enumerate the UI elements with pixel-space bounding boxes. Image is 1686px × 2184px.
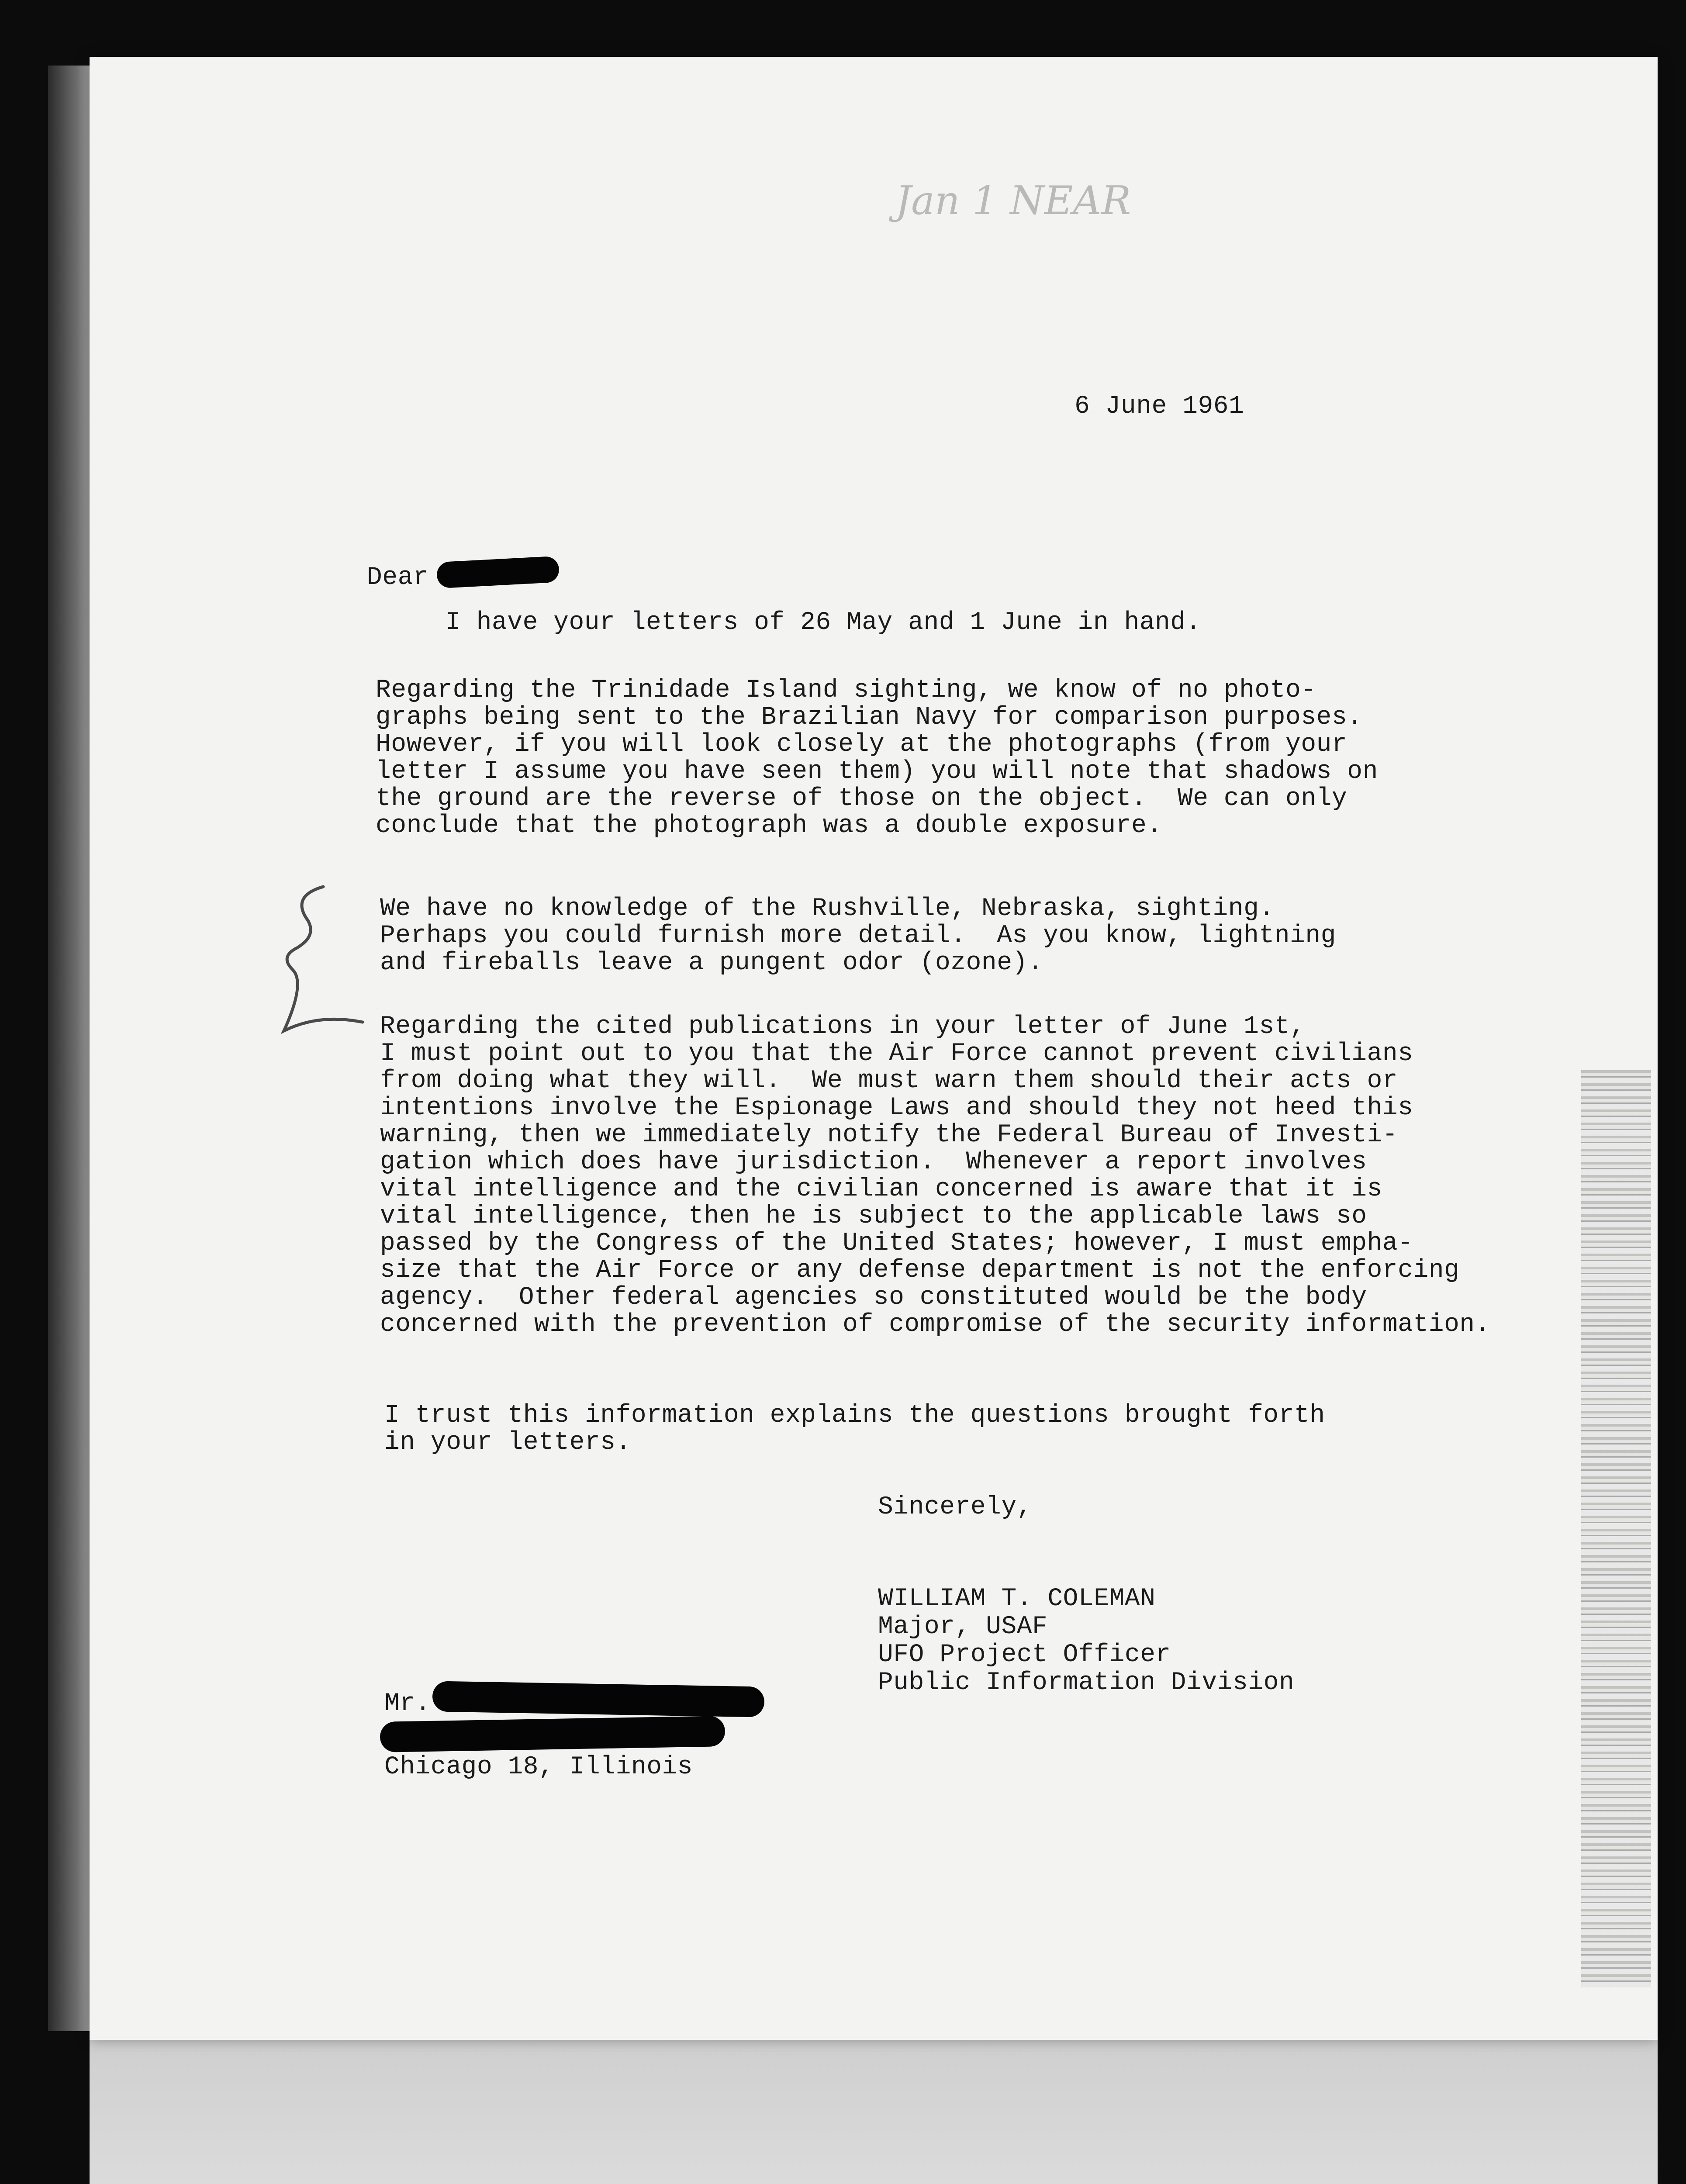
sheet-lower-margin (90, 2040, 1658, 2184)
text-line: However, if you will look closely at the photographs (from your (376, 730, 1347, 759)
addressee-city: Chicago 18, Illinois (384, 1753, 693, 1781)
closing: Sincerely, (878, 1493, 1033, 1521)
text-line: I must point out to you that the Air Force cannot prevent civilians (380, 1040, 1413, 1068)
text-line: size that the Air Force or any defense department is not the enforcing (380, 1256, 1460, 1285)
salutation: Dear (367, 563, 429, 592)
text-line: letter I assume you have seen them) you will note that shadows on (376, 757, 1378, 786)
scan-noise (1581, 1070, 1651, 1987)
text-line: from doing what they will. We must warn them should their acts or (380, 1067, 1398, 1095)
redaction-bar (432, 1681, 764, 1717)
text-line: the ground are the reverse of those on the object. We can only (376, 784, 1347, 813)
text-line: conclude that the photograph was a double exposure. (376, 812, 1162, 840)
text-line: I have your letters of 26 May and 1 June in hand. (446, 608, 1201, 637)
redaction-bar (380, 1716, 725, 1752)
signature-title: UFO Project Officer (878, 1641, 1171, 1669)
text-line: vital intelligence, then he is subject to the applicable laws so (380, 1202, 1367, 1230)
paragraph-4 (380, 1013, 1490, 1338)
paragraph-2 (376, 677, 1378, 840)
addressee-prefix: Mr. (384, 1690, 431, 1718)
text-line: concerned with the prevention of compromise of the security information. (380, 1310, 1491, 1339)
text-line: We have no knowledge of the Rushville, Nebraska, sighting. (380, 895, 1275, 923)
text-line: intentions involve the Espionage Laws and should they not heed this (380, 1094, 1413, 1122)
text-line: Regarding the Trinidade Island sighting, we know of no photo- (376, 676, 1316, 705)
signature-rank: Major, USAF (878, 1613, 1048, 1641)
text-line: I trust this information explains the questions brought forth (384, 1401, 1325, 1430)
signature-division: Public Information Division (878, 1669, 1295, 1697)
text-line: Regarding the cited publications in your letter of June 1st, (380, 1013, 1306, 1041)
text-line: in your letters. (384, 1428, 631, 1457)
film-edge (48, 66, 96, 2031)
paragraph-1 (446, 609, 1201, 636)
handwritten-note: Jan 1 NEAR (895, 178, 1131, 224)
text-line: vital intelligence and the civilian concerned is aware that it is (380, 1175, 1382, 1203)
letter-date: 6 June 1961 (1074, 392, 1244, 421)
text-line: Perhaps you could furnish more detail. As you know, lightning (380, 922, 1336, 950)
text-line: graphs being sent to the Brazilian Navy for comparison purposes. (376, 703, 1363, 732)
paragraph-5 (384, 1402, 1325, 1456)
text-line: passed by the Congress of the United States; however, I must empha- (380, 1229, 1413, 1258)
text-line: gation which does have jurisdiction. Whenever a report involves (380, 1148, 1367, 1176)
signature-name: WILLIAM T. COLEMAN (878, 1585, 1156, 1613)
text-line: and fireballs leave a pungent odor (ozone). (380, 949, 1043, 977)
text-line: warning, then we immediately notify the Federal Bureau of Investi- (380, 1121, 1398, 1149)
text-line: agency. Other federal agencies so constituted would be the body (380, 1283, 1367, 1312)
paragraph-3 (380, 895, 1336, 977)
